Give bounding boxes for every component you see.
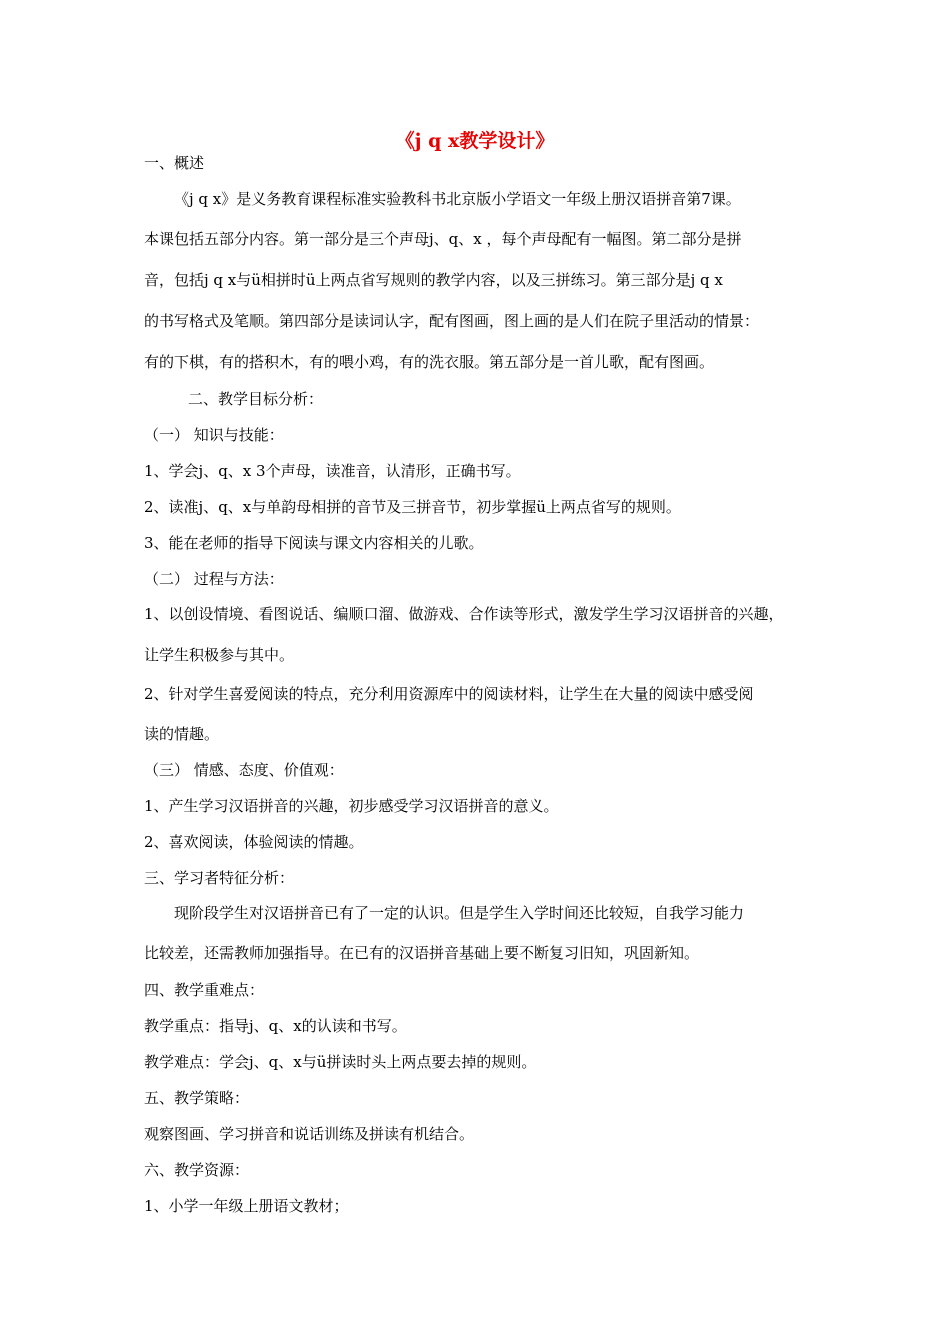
heading-resources: 六、教学资源： [144, 1161, 250, 1179]
heading-key-points: 四、教学重难点： [144, 981, 265, 999]
paragraph-line: 音，包括j q x与ü相拼时ü上两点省写规则的教学内容，以及三拼练习。第三部分是j q x [144, 271, 723, 289]
paragraph-line: 有的下棋，有的搭积木，有的喂小鸡，有的洗衣服。第五部分是一首儿歌，配有图画。 [144, 353, 715, 371]
paragraph-line: 《j q x》是义务教育课程标准实验教科书北京版小学语文一年级上册汉语拼音第7课。 [174, 190, 741, 208]
list-item-continued: 让学生积极参与其中。 [144, 646, 295, 664]
heading-learner: 三、学习者特征分析： [144, 869, 295, 887]
difficult-point: 教学难点：学会j、q、x与ü拼读时头上两点要去掉的规则。 [144, 1053, 537, 1071]
document-title: 《j q x教学设计》 [395, 130, 555, 152]
list-item: 2、读准j、q、x与单韵母相拼的音节及三拼音节，初步掌握ü上两点省写的规则。 [144, 498, 681, 516]
subheading-attitude: （三） 情感、态度、价值观： [144, 761, 344, 779]
list-item: 1、小学一年级上册语文教材； [144, 1197, 349, 1215]
list-item: 1、学会j、q、x 3个声母，读准音，认清形，正确书写。 [144, 462, 521, 480]
list-item: 2、喜欢阅读，体验阅读的情趣。 [144, 833, 364, 851]
paragraph-line: 本课包括五部分内容。第一部分是三个声母j、q、x ，每个声母配有一幅图。第二部分是拼 [144, 230, 742, 248]
heading-strategy: 五、教学策略： [144, 1089, 250, 1107]
subheading-process: （二） 过程与方法： [144, 570, 284, 588]
heading-objectives: 二、教学目标分析： [188, 390, 324, 408]
paragraph-line: 现阶段学生对汉语拼音已有了一定的认识。但是学生入学时间还比较短，自我学习能力 [174, 904, 745, 922]
key-point: 教学重点：指导j、q、x的认读和书写。 [144, 1017, 407, 1035]
subheading-knowledge: （一） 知识与技能： [144, 426, 284, 444]
list-item: 2、针对学生喜爱阅读的特点，充分利用资源库中的阅读材料，让学生在大量的阅读中感受阅 [144, 685, 754, 703]
heading-overview: 一、概述 [144, 154, 205, 172]
paragraph-line: 的书写格式及笔顺。第四部分是读词认字，配有图画，图上画的是人们在院子里活动的情景： [144, 312, 760, 330]
list-item: 1、产生学习汉语拼音的兴趣，初步感受学习汉语拼音的意义。 [144, 797, 559, 815]
list-item-continued: 读的情趣。 [144, 725, 220, 743]
paragraph-line: 比较差，还需教师加强指导。在已有的汉语拼音基础上要不断复习旧知，巩固新知。 [144, 944, 700, 962]
paragraph-line: 观察图画、学习拼音和说话训练及拼读有机结合。 [144, 1125, 475, 1143]
list-item: 3、能在老师的指导下阅读与课文内容相关的儿歌。 [144, 534, 484, 552]
list-item: 1、以创设情境、看图说话、编顺口溜、做游戏、合作读等形式，激发学生学习汉语拼音的兴趣， [144, 605, 784, 623]
